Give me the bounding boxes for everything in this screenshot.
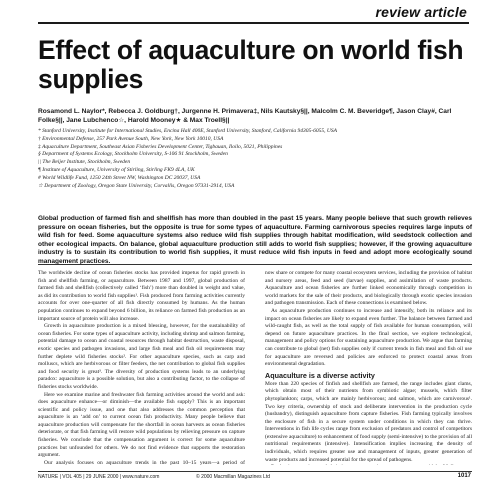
journal-citation: NATURE | VOL 405 | 29 JUNE 2000 | www.nature.com [38, 474, 160, 480]
abstract-divider [38, 264, 472, 265]
body-paragraph: As aquaculture production continues to increase and intensify, both its reliance and its impact on ocean fisheries are likely to expand even further. The balance between farmed and wild-caught fish, as well as the total supply of fish available for human consumption, will depend on future aquaculture practices. In the final section, we explore technological, management and policy options for sustaining aquaculture production. We argue that farming can contribute to global (net) fish supplies only if current trends in fish meal and fish oil use for aquaculture are reversed and policies are enforced to protect coastal areas from environmental degradation. [265, 307, 472, 368]
body-column-right [265, 270, 472, 465]
body-paragraph: Here we examine marine and freshwater fish farming activities around the world and ask: does aquaculture enhance—or diminish—the available fish supply? This is an important scientific and policy issue, and one that also addresses the common perception that aquaculture is an ‘add on’ to current ocean fish productivity. Many people believe that aquaculture production will compensate for the shortfall in ocean harvests as ocean fisheries deteriorate, or that fish farming will restore wild populations by relieving pressure on capture fisheries. We conclude that the compensation argument is correct for some aquaculture practices but unfounded for others. We do not find evidence that supports the restoration argument. [38, 391, 245, 459]
section-heading: Aquaculture is a diverse activity [265, 370, 375, 380]
affiliation-line: § Department of Systems Ecology, Stockholm University, S-106 91 Stockholm, Sweden [38, 151, 228, 158]
body-paragraph: The worldwide decline of ocean fisheries stocks has provided impetus for rapid growth in fish and shellfish farming, or aquaculture. Between 1987 and 1997, global production of farmed fish and shellfish (collectively called ‘fish’) more than doubled in weight and value, as did its contribution to world fish supplies¹. Fish produced from farming activities currently accounts for over one-quarter of all fish directly consumed by humans. As the human population continues to expand beyond 6 billion, its reliance on farmed fish production as an important source of protein will also increase. [38, 270, 245, 322]
article-title: Effect of aquaculture on world fish supplies [38, 35, 464, 94]
body-paragraph: Growth in aquaculture production is a mixed blessing, however, for the sustainability of ocean fisheries. For some types of aquaculture activity, including shrimp and salmon farming, potential damage to ocean and coastal resources through habitat destruction, waste disposal, exotic species and pathogen invasions, and large fish meal and fish oil requirements may further deplete wild fisheries stocks². For other aquaculture species, such as carp and molluscs, which are herbivorous or filter feeders, the net contribution to global fish supplies and food security is great³. The diversity of production systems leads to an underlying paradox: aquaculture is a possible solution, but also a contributing factor, to the collapse of fisheries stocks worldwide. [38, 323, 245, 390]
affiliation-line: † Environmental Defense, 257 Park Avenue South, New York, New York 10010, USA [38, 135, 224, 142]
body-column-left [38, 270, 245, 465]
abstract: Global production of farmed fish and shellfish has more than doubled in the past 15 years. Many people believe that such growth relieves pressure on ocean fisheries, but the opposite is true for some types of aquaculture. Farming carnivorous species requires large inputs of wild fish for feed. Some aquaculture systems also reduce wild fish supplies through habitat modification, wild seedstock collection and other ecological impacts. On balance, global aquaculture production still adds to world fish supplies; however, if the growing aquaculture industry is to sustain its contribution to world fish supplies, it must reduce wild fish inputs in feed and adopt more ecologically sound management practices. [38, 215, 472, 265]
footer-rule [38, 471, 472, 472]
affiliation-line: * Stanford University, Institute for International Studies, Encina Hall 400E, Stanford University, Stanford, California 94305-6055, USA [38, 128, 337, 134]
affiliation-line: # World Wildlife Fund, 1250 24th Street NW, Washington DC 20037, USA [38, 174, 201, 181]
page-number: 1017 [457, 473, 471, 479]
affiliation-line: ‡ Aquaculture Department, Southeast Asian Fisheries Development Center, Tigbauan, Iloilo, 5021, Philippines [38, 143, 283, 150]
affiliations [38, 128, 468, 190]
author-list: Rosamond L. Naylor*, Rebecca J. Goldburg†, Jurgenne H. Primavera‡, Nils Kautsky§||, Malcolm C. M. Beveridge¶, Jason Clay#, Carl Folke§||, Jane Lubchenco☆, Harold Mooney★ & Max Troell§|| [38, 108, 452, 124]
body-paragraph: More than 220 species of finfish and shellfish are farmed, the range includes giant clams, which obtain most of their nutrients from symbiotic algae; mussels, which filter phytoplankton; carps, which are mainly herbivorous; and salmon, which are carnivorous¹. Two key criteria, ownership of stock and deliberate intervention in the production cycle (husbandry), distinguish aquaculture from capture fisheries. Fish farming typically involves the enclosure of fish in a secure system under conditions in which they can thrive. Interventions in fish life cycles range from exclusion of predators and control of competitors (extensive aquaculture) to enhancement of food supply (semi-intensive) to the provision of all nutritional requirements (intensive). Intensification implies increasing the density of individuals, which requires greater use and management of inputs, greater generation of waste products and increased potential for the spread of pathogens. [265, 380, 472, 463]
body-paragraph [265, 464, 472, 465]
section-label: review article [375, 4, 467, 20]
copyright-notice: © 2000 Macmillan Magazines Ltd [196, 474, 270, 480]
affiliation-line: ¶ Institute of Aquaculture, University of Stirling, Stirling FK9 4LA, UK [38, 166, 195, 173]
affiliation-line: ☆ Department of Zoology, Oregon State University, Corvallis, Oregon 97331-2914, USA [38, 182, 235, 189]
header-rule [38, 22, 469, 24]
body-paragraph: now share or compete for many coastal ecosystem services, including the provision of habitat and nursery areas, feed and seed (larvae) supplies, and assimilation of waste products. Aquaculture and ocean fisheries are further linked economically through competition in world markets for the sale of their products, and biologically through exotic species invasion and pathogen transmission. Each of these connections is examined below. [265, 270, 472, 307]
affiliation-line: || The Beijer Institute, Stockholm, Sweden [38, 159, 131, 166]
body-paragraph: Our analysis focuses on aquaculture trends in the past 10–15 years—a period of [44, 459, 245, 465]
